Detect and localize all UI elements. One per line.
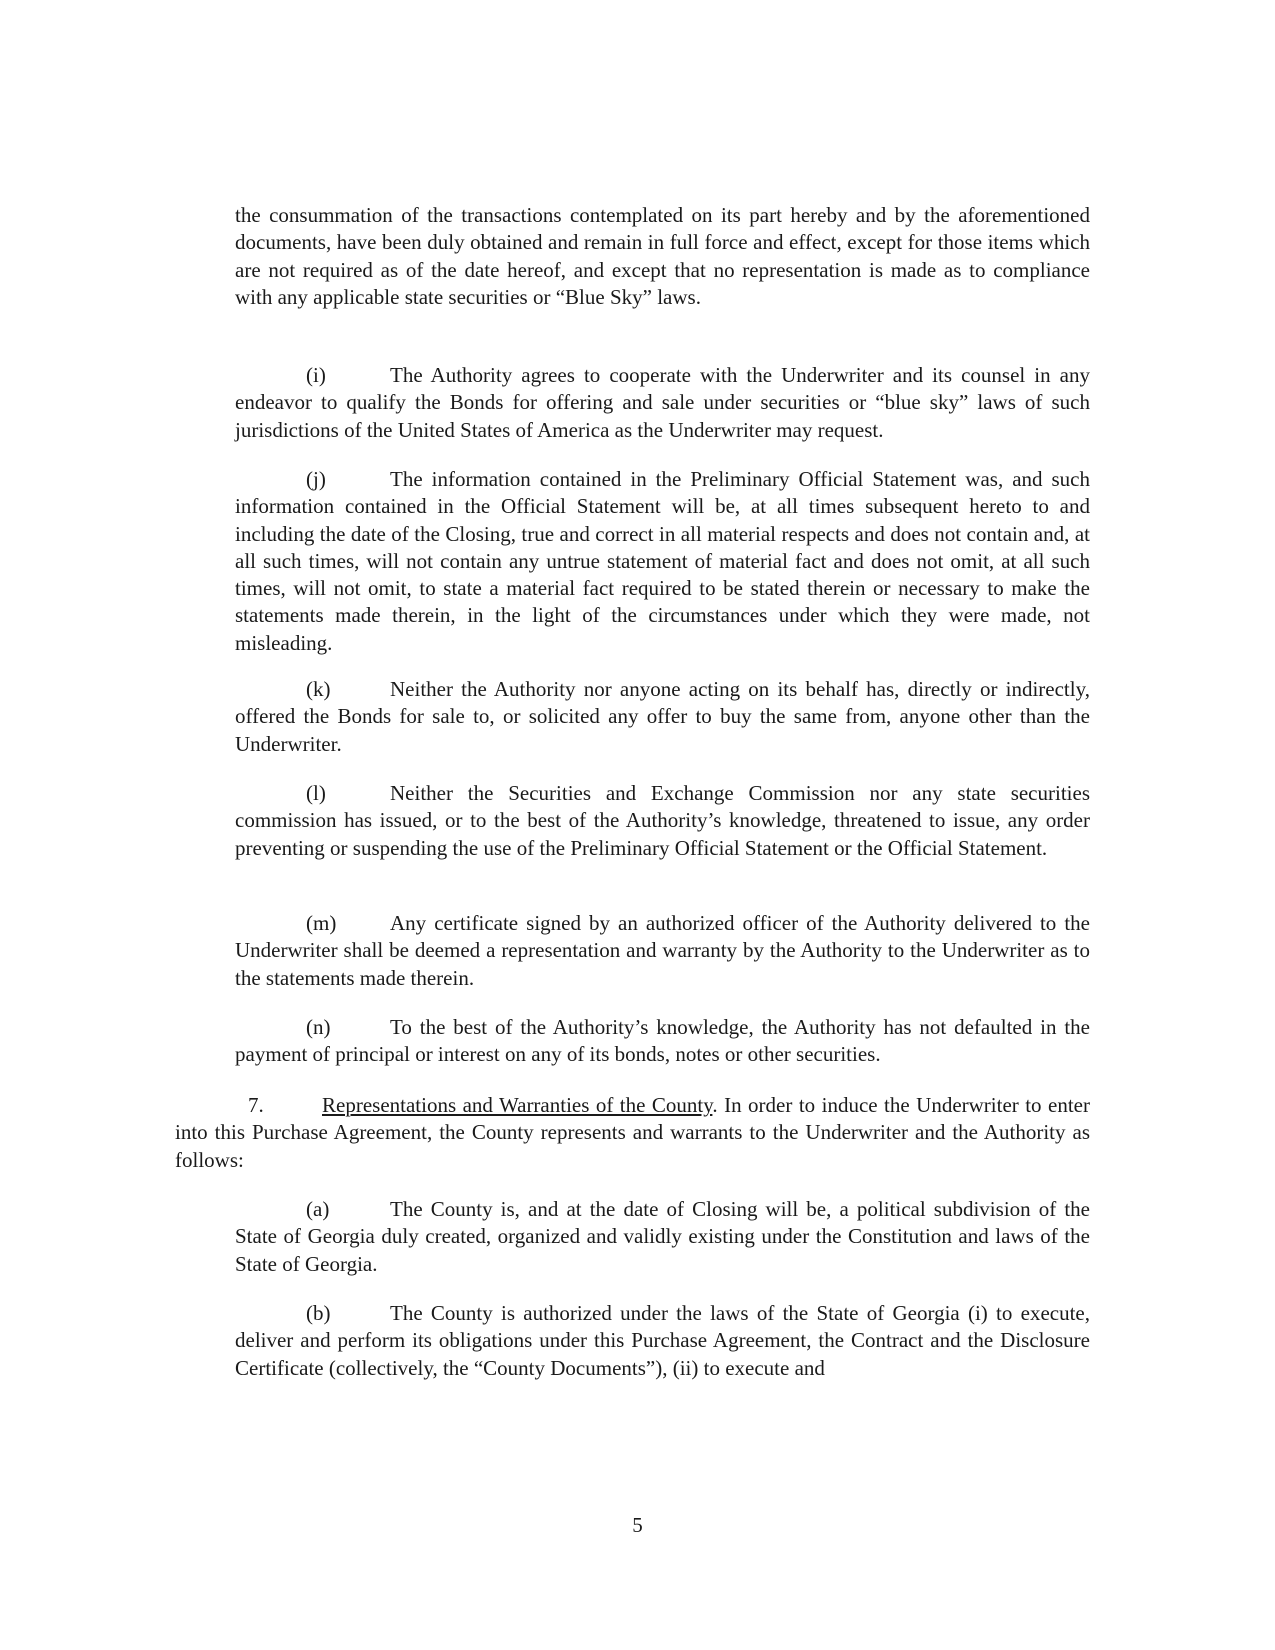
paragraph-text: The County is authorized under the laws of the State of Georgia (i) to execute, deliver and perform its obligations under this Purchase Agreement, the Contract and the Disclosure Certificate (collectively, the “County Documents”), (ii) to execute and xyxy=(235,1301,1090,1380)
paragraph-text: The County is, and at the date of Closing will be, a political subdivision of the State of Georgia duly created, organized and validly existing under the Constitution and laws of the State of Georgia. xyxy=(235,1197,1090,1276)
paragraph-text: Neither the Authority nor anyone acting on its behalf has, directly or indirectly, offered the Bonds for sale to, or solicited any offer to buy the same from, anyone other than the Underwriter. xyxy=(235,677,1090,756)
paragraph-marker: (b) xyxy=(306,1301,331,1325)
section-number: 7. xyxy=(248,1093,264,1117)
continuation-text: the consummation of the transactions contemplated on its part hereby and by the aforementioned documents, have been duly obtained and remain in full force and effect, except for those items which are not required as of the date hereof, and except that no representation is made as to compliance with any applicable state securities or “Blue Sky” laws. xyxy=(235,203,1090,309)
paragraph-l xyxy=(235,780,1090,862)
section-intro-text: . In order to induce the Underwriter to enter into this Purchase Agreement, the County represents and warrants to the Underwriter and the Authority as follows: xyxy=(175,1093,1090,1172)
section-heading: Representations and Warranties of the County xyxy=(322,1093,713,1117)
paragraph-text: Any certificate signed by an authorized officer of the Authority delivered to the Underwriter shall be deemed a representation and warranty by the Authority to the Underwriter as to the statements made therein. xyxy=(235,911,1090,990)
paragraph-n xyxy=(235,1014,1090,1069)
paragraph-a xyxy=(235,1196,1090,1278)
page-number: 5 xyxy=(632,1513,643,1537)
paragraph-text: The Authority agrees to cooperate with the Underwriter and its counsel in any endeavor to qualify the Bonds for offering and sale under securities or “blue sky” laws of such jurisdictions of the United States of America as the Underwriter may request. xyxy=(235,363,1090,442)
paragraph-i xyxy=(235,362,1090,444)
paragraph-marker: (j) xyxy=(306,467,326,491)
paragraph-text: The information contained in the Preliminary Official Statement was, and such information contained in the Official Statement will be, at all times subsequent hereto to and including the date of the Closing, true and correct in all material respects and does not contain and, at all such times, will not contain any untrue statement of material fact and does not omit, at all such times, will not omit, to state a material fact required to be stated therein or necessary to make the statements made therein, in the light of the circumstances under which they were made, not misleading. xyxy=(235,467,1090,655)
paragraph-marker: (m) xyxy=(306,911,337,935)
paragraph-marker: (a) xyxy=(306,1197,330,1221)
paragraph-marker: (k) xyxy=(306,677,331,701)
paragraph-k xyxy=(235,676,1090,758)
continuation-paragraph xyxy=(235,202,1090,311)
paragraph-j xyxy=(235,466,1090,657)
paragraph-b xyxy=(235,1300,1090,1382)
section-7-intro xyxy=(175,1092,1090,1174)
paragraph-marker: (n) xyxy=(306,1015,331,1039)
paragraph-marker: (i) xyxy=(306,363,326,387)
paragraph-text: To the best of the Authority’s knowledge, the Authority has not defaulted in the payment of principal or interest on any of its bonds, notes or other securities. xyxy=(235,1015,1090,1067)
paragraph-m xyxy=(235,910,1090,992)
paragraph-marker: (l) xyxy=(306,781,326,805)
paragraph-text: Neither the Securities and Exchange Commission nor any state securities commission has issued, or to the best of the Authority’s knowledge, threatened to issue, any order preventing or suspending the use of the Preliminary Official Statement or the Official Statement. xyxy=(235,781,1090,860)
